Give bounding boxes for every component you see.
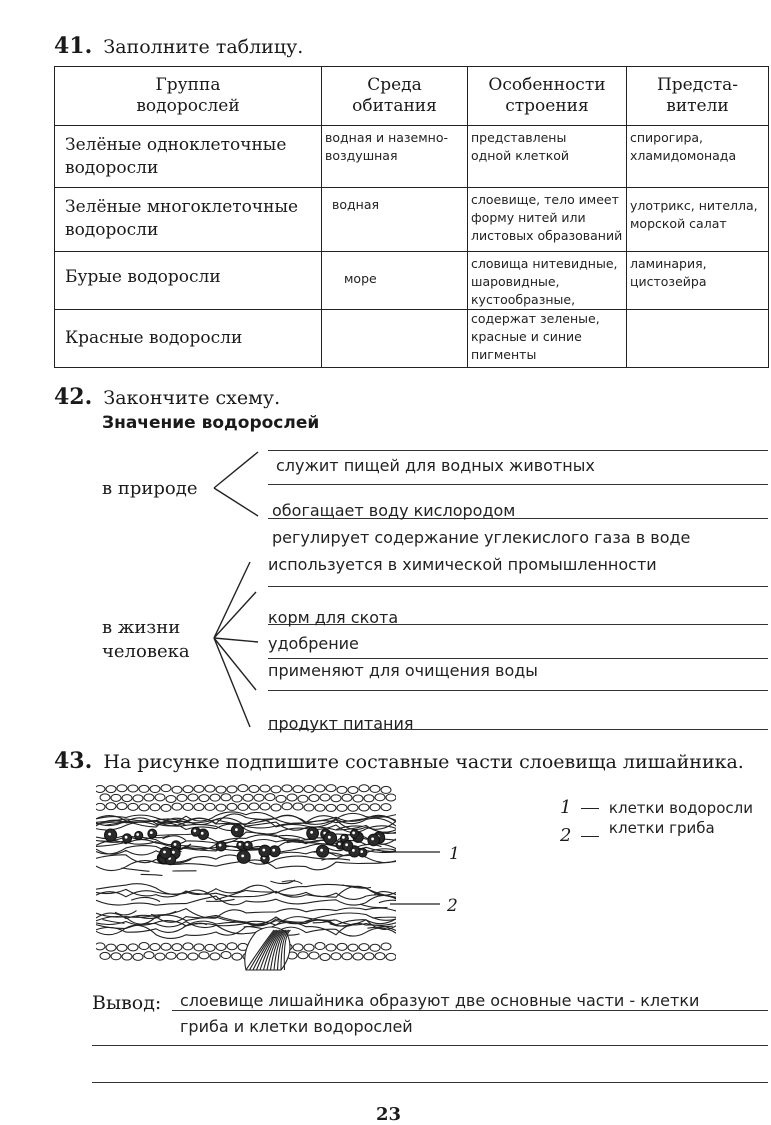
cortex-cell <box>161 943 171 950</box>
answer-rule <box>268 484 768 485</box>
algal-cell-highlight <box>108 833 111 836</box>
cortex-cell <box>183 803 193 810</box>
habitat-answer-cell[interactable]: море <box>322 252 468 310</box>
table-row <box>55 126 769 188</box>
cortex-cell <box>227 803 237 810</box>
algal-cell <box>350 830 359 839</box>
cortex-cell <box>96 943 105 950</box>
nature-answer: обогащает воду кислородом <box>272 501 516 520</box>
cortex-cell <box>177 794 187 801</box>
row-group-cell: Красные водоросли <box>55 310 322 368</box>
cortex-cell <box>106 786 116 793</box>
lichen-thallus-illustration <box>96 782 396 978</box>
algal-cell-highlight <box>342 836 345 839</box>
human-answer: применяют для очищения воды <box>268 661 538 680</box>
task-42-title: Закончите схему. <box>103 387 281 409</box>
cortex-cell <box>122 953 132 960</box>
cortex-cell <box>133 953 143 960</box>
examples-answer-cell[interactable]: ламинария, цистозейра <box>627 252 769 310</box>
table-row <box>55 252 769 310</box>
answer-rule <box>268 450 768 451</box>
answer-rule <box>172 1010 768 1011</box>
algal-cell-highlight <box>150 831 153 834</box>
answer-rule <box>92 1045 768 1046</box>
cortex-cell <box>117 785 127 792</box>
cortex-cell <box>188 953 198 960</box>
algal-cell <box>105 829 117 841</box>
cortex-cell <box>260 803 270 810</box>
algal-cell-highlight <box>174 843 177 846</box>
algal-cell-highlight <box>235 828 238 831</box>
cortex-cell <box>243 794 253 801</box>
cortex-cell <box>172 944 182 951</box>
row-group-cell: Бурые водоросли <box>55 252 322 310</box>
structure-answer-cell[interactable]: содержат зеленые, красные и синие пигменты <box>468 310 627 368</box>
cortex-cell <box>304 785 314 792</box>
algal-cell <box>123 834 132 843</box>
cortex-cell <box>150 804 160 811</box>
algal-cell-highlight <box>136 833 139 836</box>
cortex-cell <box>353 795 363 802</box>
cortex-cell <box>309 794 319 801</box>
habitat-answer-cell[interactable]: водная и наземно- воздушная <box>322 126 468 188</box>
cortex-cell <box>326 804 336 811</box>
cortex-cell <box>111 953 121 960</box>
conclusion-answer-line-2: гриба и клетки водорослей <box>180 1017 413 1036</box>
upper-cortex <box>96 785 396 812</box>
cortex-cell <box>117 803 127 810</box>
cortex-cell <box>364 795 374 802</box>
algal-cell-highlight <box>125 836 128 839</box>
algal-cell <box>342 841 353 852</box>
table-row <box>55 188 769 252</box>
scheme-branches <box>200 440 270 740</box>
cortex-cell <box>271 804 281 811</box>
nature-label: в природе <box>102 478 198 499</box>
cortex-cell <box>375 794 385 801</box>
task-41-heading <box>54 33 303 59</box>
cortex-cell <box>155 794 165 801</box>
answer-rule <box>92 1082 768 1083</box>
algae-table <box>54 66 769 368</box>
cortex-cell <box>205 944 215 951</box>
cortex-cell <box>386 953 396 960</box>
algal-cell <box>237 850 250 863</box>
cortex-cell <box>348 944 358 951</box>
hypha <box>102 920 124 924</box>
branch-line <box>214 452 258 488</box>
cortex-cell <box>166 952 176 959</box>
answer-rule <box>268 658 768 659</box>
algal-cell-highlight <box>310 831 313 834</box>
task-42-number: 42. <box>54 384 93 410</box>
cortex-cell <box>144 794 154 801</box>
cortex-cell <box>342 953 352 960</box>
cortex-cell <box>320 794 330 801</box>
branch-line <box>214 638 250 727</box>
cortex-cell <box>293 944 303 951</box>
branch-line <box>214 488 258 516</box>
header-structure: Особенности строения <box>468 67 627 126</box>
algal-cell-highlight <box>201 832 204 835</box>
algal-cell-highlight <box>352 832 355 835</box>
pointer-label-2: 2 <box>447 896 458 916</box>
cortex-cell <box>326 785 336 792</box>
cortex-cell <box>315 943 325 950</box>
habitat-answer-cell[interactable] <box>322 310 468 368</box>
cortex-cell <box>194 803 204 810</box>
cortex-cell <box>122 795 132 802</box>
cortex-cell <box>298 952 308 959</box>
cortex-cell <box>293 786 303 793</box>
conclusion-label: Вывод: <box>92 992 162 1014</box>
cortex-cell <box>139 785 149 792</box>
cortex-cell <box>128 803 138 810</box>
cortex-cell <box>133 795 143 802</box>
algal-cell-highlight <box>239 843 242 846</box>
branch-line <box>214 562 250 638</box>
algal-cell-highlight <box>328 836 331 839</box>
legend-dash <box>581 836 599 837</box>
hypha <box>141 874 163 875</box>
cortex-cell <box>199 795 209 802</box>
cortex-cell <box>100 794 110 801</box>
algal-cell-highlight <box>371 838 374 841</box>
examples-answer-cell[interactable] <box>627 310 769 368</box>
human-answer: используется в химической промышленности <box>268 555 657 574</box>
cortex-cell <box>320 953 330 960</box>
algal-cell-highlight <box>320 849 323 852</box>
cortex-cell <box>276 795 286 802</box>
cortex-cell <box>287 794 297 801</box>
algal-cell-highlight <box>163 851 166 854</box>
cortex-cell <box>216 786 226 793</box>
algal-cell <box>324 832 337 845</box>
cortex-cell <box>271 786 281 793</box>
header-examples: Предста- вители <box>627 67 769 126</box>
cortex-cell <box>150 943 160 950</box>
cortex-cell <box>172 803 182 810</box>
algal-cell <box>244 841 253 850</box>
algal-cell <box>307 827 319 839</box>
cortex-cell <box>166 795 176 802</box>
cortex-cell <box>386 794 396 801</box>
legend-item-1: 1 клетки водоросли <box>560 797 753 818</box>
cortex-cell <box>232 795 242 802</box>
cortex-cell <box>221 952 231 959</box>
cortex-cell <box>194 785 204 792</box>
structure-answer-cell[interactable]: словища нитевидные, шаровидные, кустообразные, <box>468 252 627 310</box>
cortex-cell <box>342 794 352 801</box>
cortex-cell <box>370 804 380 811</box>
row-group-cell: Зелёные многоклеточные водоросли <box>55 188 322 252</box>
cortex-cell <box>111 794 121 801</box>
cortex-cell <box>155 953 165 960</box>
legend-item-2: 2 $^{клетки гриба}$ <box>560 819 715 846</box>
cortex-cell <box>100 952 110 959</box>
cortex-cell <box>293 803 303 810</box>
header-habitat: Среда обитания <box>322 67 468 126</box>
branch-line <box>214 638 258 642</box>
cortex-cell <box>128 785 138 792</box>
cortex-cell <box>183 943 193 950</box>
cortex-cell <box>304 804 314 811</box>
cortex-cell <box>177 953 187 960</box>
cortex-cell <box>221 794 231 801</box>
nature-answer: регулирует содержание углекислого газа в воде <box>272 528 691 547</box>
human-label: в жизни человека <box>102 617 190 662</box>
cortex-cell <box>370 785 380 792</box>
cortex-cell <box>315 785 325 792</box>
hypha <box>151 911 176 915</box>
cortex-cell <box>254 794 264 801</box>
cortex-cell <box>381 943 391 950</box>
cortex-cell <box>188 794 198 801</box>
algal-cell <box>148 829 157 838</box>
algal-cell-highlight <box>219 844 222 847</box>
cortex-cell <box>298 795 308 802</box>
table-row <box>55 310 769 368</box>
algal-cell-highlight <box>241 855 244 858</box>
hypha <box>121 868 149 871</box>
hypha <box>96 884 396 895</box>
examples-answer-cell[interactable]: улотрикс, нителла, морской салат <box>627 188 769 252</box>
cortex-cell <box>304 944 314 951</box>
branch-line <box>214 592 256 638</box>
cortex-cell <box>359 785 369 792</box>
structure-answer-cell[interactable]: представлены одной клеткой <box>468 126 627 188</box>
cortex-cell <box>375 953 385 960</box>
cortex-cell <box>315 804 325 811</box>
hypha <box>96 816 396 824</box>
cortex-cell <box>381 804 391 811</box>
task-43-title: На рисунке подпишите составные части слоевища лишайника. <box>103 751 744 773</box>
examples-answer-cell[interactable]: спирогира, хламидомонада <box>627 126 769 188</box>
cortex-cell <box>216 943 226 950</box>
cortex-cell <box>331 953 341 960</box>
cortex-cell <box>370 944 380 951</box>
task-41-title: Заполните таблицу. <box>103 36 304 58</box>
task-43-number: 43. <box>54 748 93 774</box>
algal-cell <box>135 831 143 839</box>
cortex-cell <box>249 785 259 792</box>
cortex-cell <box>309 952 319 959</box>
cortex-cell <box>106 803 116 810</box>
cortex-cell <box>150 786 160 793</box>
cortex-cell <box>210 794 220 801</box>
cortex-cell <box>139 943 149 950</box>
nature-answer: служит пищей для водных животных <box>276 456 595 475</box>
algal-cell <box>317 845 329 857</box>
algal-cell <box>160 847 171 858</box>
cortex-cell <box>359 944 369 951</box>
algal-cell-highlight <box>345 843 348 846</box>
cortex-cell <box>353 953 363 960</box>
cortex-cell <box>359 804 369 811</box>
structure-answer-cell[interactable]: слоевище, тело имеет форму нитей или листовых образований <box>468 188 627 252</box>
cortex-cell <box>210 953 220 960</box>
cortex-cell <box>227 786 237 793</box>
hypha <box>115 911 137 915</box>
cortex-cell <box>337 786 347 793</box>
algal-cell-highlight <box>172 851 175 854</box>
task-42-heading <box>54 384 280 410</box>
legend-dash <box>581 808 599 809</box>
cortex-cell <box>194 944 204 951</box>
algal-cell-highlight <box>272 849 275 852</box>
hypha <box>131 897 160 901</box>
cortex-cell <box>331 795 341 802</box>
conclusion-answer-line-1: слоевище лишайника образуют две основные части - клетки <box>180 991 700 1010</box>
cortex-cell <box>139 804 149 811</box>
answer-rule <box>268 586 768 587</box>
cortex-cell <box>337 804 347 811</box>
row-group-cell: Зелёные одноклеточные водоросли <box>55 126 322 188</box>
cortex-cell <box>337 943 347 950</box>
algal-cell-highlight <box>338 843 341 846</box>
algal-cell-highlight <box>246 843 249 846</box>
cortex-cell <box>161 804 171 811</box>
cortex-cell <box>238 785 248 792</box>
page-number: 23 <box>376 1104 402 1125</box>
cortex-cell <box>96 785 105 792</box>
cortex-cell <box>282 803 292 810</box>
cortex-cell <box>199 952 209 959</box>
header-group: Группа водорослей <box>55 67 322 126</box>
algal-cell <box>368 834 380 846</box>
task-41-number: 41. <box>54 33 93 59</box>
cortex-cell <box>161 785 171 792</box>
algal-cell <box>216 841 226 851</box>
cortex-cell <box>227 943 237 950</box>
cortex-cell <box>282 785 292 792</box>
cortex-cell <box>205 785 215 792</box>
cortex-cell <box>265 794 275 801</box>
human-answer: корм для скота <box>268 608 399 627</box>
table-header-row <box>55 67 769 126</box>
cortex-cell <box>216 804 226 811</box>
pointer-label-1: 1 <box>449 844 460 864</box>
algal-cell <box>191 827 200 836</box>
cortex-cell <box>117 944 127 951</box>
answer-rule <box>268 690 768 691</box>
branch-line <box>214 638 256 690</box>
algal-cell-highlight <box>352 849 355 852</box>
cortex-cell <box>205 803 215 810</box>
algal-cell-highlight <box>193 829 196 832</box>
cortex-cell <box>348 786 358 793</box>
cortex-cell <box>183 786 193 793</box>
cortex-cell <box>232 953 242 960</box>
cortex-cell <box>238 803 248 810</box>
cortex-cell <box>144 952 154 959</box>
cortex-cell <box>172 786 182 793</box>
algal-cell-highlight <box>262 849 265 852</box>
cortex-cell <box>381 786 391 793</box>
cortex-cell <box>96 803 105 810</box>
cortex-cell <box>249 803 259 810</box>
algal-cell <box>231 825 243 837</box>
scheme-title: Значение водорослей <box>102 413 320 433</box>
cortex-cell <box>106 944 116 951</box>
habitat-answer-cell[interactable]: водная <box>322 188 468 252</box>
cortex-cell <box>326 944 336 951</box>
human-answer: удобрение <box>268 634 359 653</box>
algal-cell-highlight <box>360 850 363 853</box>
cortex-cell <box>348 804 358 811</box>
cortex-cell <box>128 944 138 951</box>
cortex-cell <box>364 953 374 960</box>
human-answer: продукт питания <box>268 714 414 733</box>
task-43-heading <box>54 748 744 774</box>
cortex-cell <box>260 785 270 792</box>
algal-cell <box>259 845 271 857</box>
